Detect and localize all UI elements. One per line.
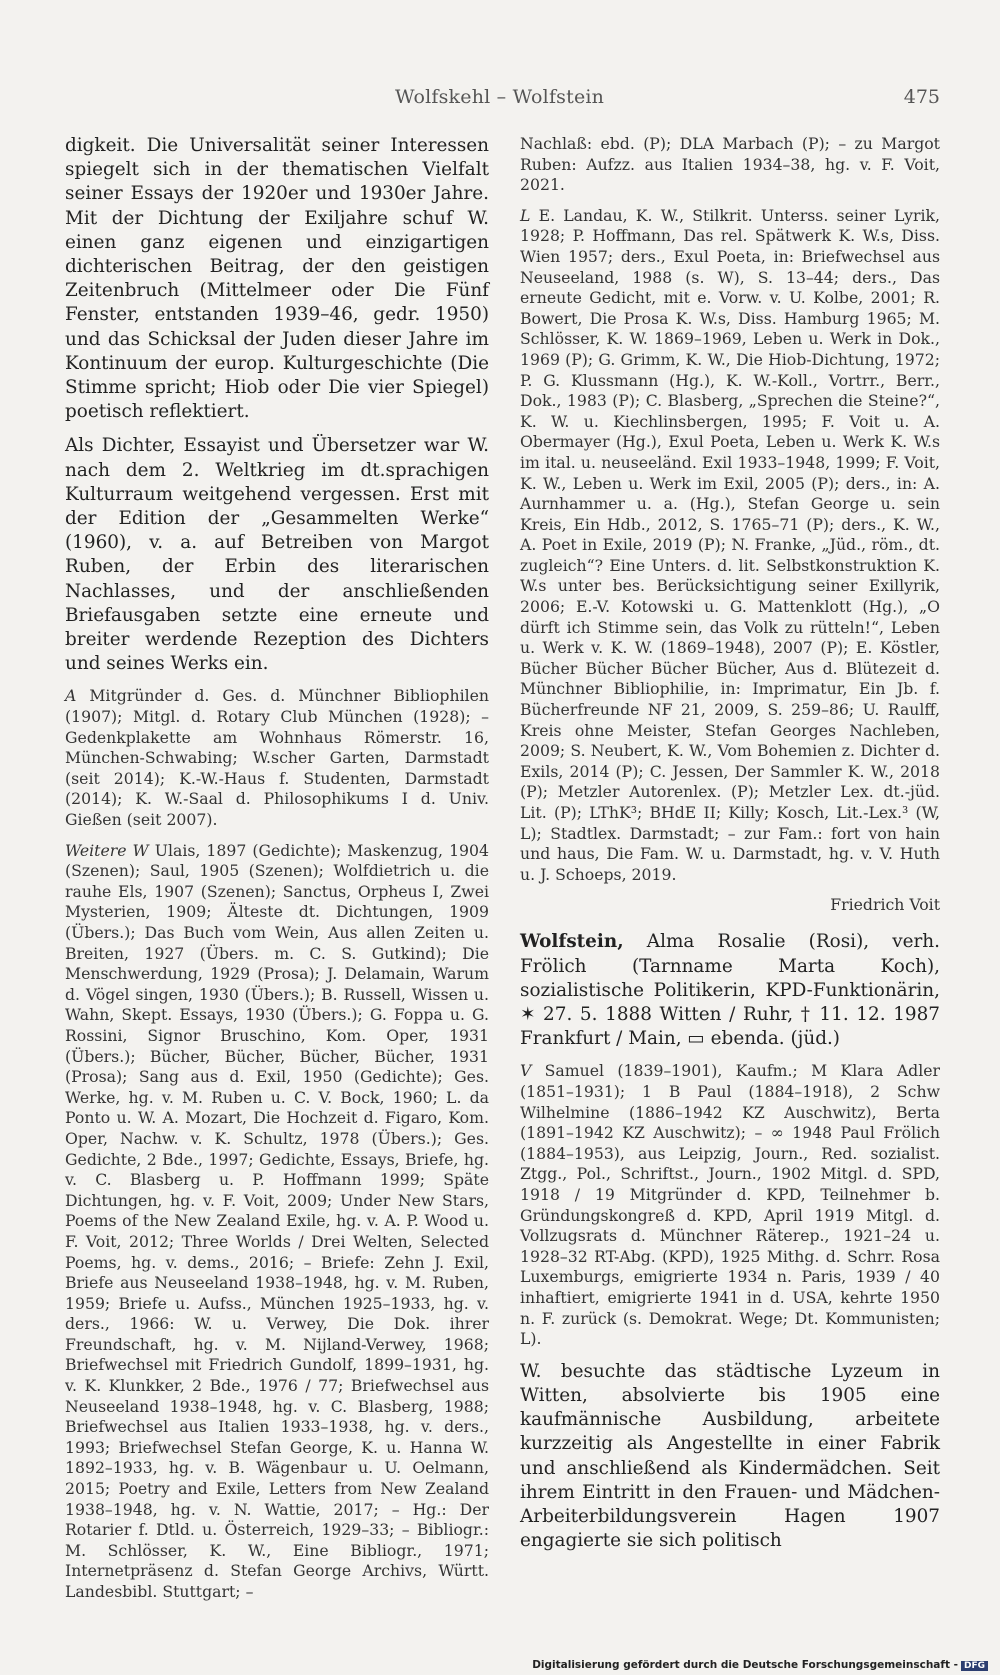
section-mark-works: Weitere W	[65, 840, 149, 860]
honors-section	[65, 686, 489, 830]
section-mark-v: V	[520, 1061, 532, 1081]
honors-text: Mitgründer d. Ges. d. Münchner Bibliophilen (1907); Mitgl. d. Rotary Club München (1928); – Gedenkplakette am Wohnhaus Römerstr. 16, München-Schwabing; W.scher Garten, Darmstadt (seit 2014); K.-W.-Haus f. Studenten, Darmstadt (2014); K. W.-Saal d. Philosophikums I d. Univ. Gießen (seit 2007).	[65, 686, 489, 830]
left-column	[65, 134, 489, 1613]
page-header	[0, 86, 1000, 116]
page-number: 475	[903, 86, 940, 108]
section-mark-a: A	[65, 686, 77, 706]
dfg-logo: DFG	[961, 1661, 988, 1671]
entry-name: Wolfstein,	[520, 931, 624, 953]
works-section	[65, 841, 489, 1603]
nachlass-section: Nachlaß: ebd. (P); DLA Marbach (P); – zu Margot Ruben: Aufzz. aus Italien 1934–38, hg. v. F. Voit, 2021.	[520, 134, 940, 195]
paragraph-reception: Als Dichter, Essayist und Übersetzer war W. nach dem 2. Weltkrieg im dt.sprachigen Kulturraum weitgehend vergessen. Erst mit der Edition der „Gesammelten Werke“ (1960), v. a. auf Betreiben von Margot Ruben, der Erbin des literarischen Nachlasses, und der anschließenden Briefausgaben setzte eine erneute und breiter werdende Rezeption des Dichters und seines Werks ein.	[65, 435, 489, 675]
paragraph-universality: digkeit. Die Universalität seiner Interessen spiegelt sich in der thematischen Vielfalt seiner Essays der 1920er und 1930er Jahre. Mit der Dichtung der Exiljahre schuf W. einen ganz eigenen und einzigartigen dichterischen Beitrag, der den geistigen Zeitenbruch (Mittelmeer oder Die Fünf Fenster, entstanden 1939–46, gedr. 1950) und das Schicksal der Juden dieser Jahre im Kontinuum der europ. Kulturgeschichte (Die Stimme spricht; Hiob oder Die vier Spiegel) poetisch reflektiert.	[65, 135, 489, 423]
literature-text: E. Landau, K. W., Stilkrit. Unterss. seiner Lyrik, 1928; P. Hoffmann, Das rel. Spätwerk K. W.s, Diss. Wien 1957; ders., Exul Poeta, in: Briefwechsel aus Neuseeland, 1988 (s. W), S. 13–44; ders., Das erneute Gedicht, mit e. Vorw. v. U. Kolbe, 2001; R. Bowert, Die Prosa K. W.s, Diss. Hamburg 1965; M. Schlösser, K. W. 1869–1969, Leben u. Werk in Dok., 1969 (P); G. Grimm, K. W., Die Hiob-Dichtung, 1972; P. G. Klussmann (Hg.), K. W.-Koll., Vortrr., Berr., Dok., 1983 (P); C. Blasberg, „Sprechen die Steine?“, K. W. u. Kiechlinsbergen, 1995; F. Voit u. A. Obermayer (Hg.), Exul Poeta, Leben u. Werk K. W.s im ital. u. neuseeländ. Exil 1933–1948, 1999; F. Voit, K. W., Leben u. Werk im Exil, 2005 (P); ders., in: A. Aurnhammer u. a. (Hg.), Stefan George u. sein Kreis, Ein Hdb., 2012, S. 1765–71 (P); ders., K. W., A. Poet in Exile, 2019 (P); N. Franke, „Jüd., röm., dt. zugleich“? Eine Unters. d. lit. Selbstkonstruktion K. W.s unter bes. Berücksichtigung seiner Exillyrik, 2006; E.-V. Kotowski u. G. Mattenklott (Hg.), „O dürft ich Stimme sein, das Volk zu rütteln!“, Leben u. Werk v. K. W. (1869–1948), 2007 (P); E. Köstler, Bücher Bücher Bücher Bücher, Aus d. Blütezeit d. Münchner Bibliophilie, in: Imprimatur, Ein Jb. f. Bücherfreunde NF 21, 2009, S. 259–86; U. Raulff, Kreis ohne Meister, Stefan Georges Nachleben, 2009; S. Neubert, K. W., Vom Bohemien z. Dichter d. Exils, 2014 (P); C. Jessen, Der Sammler K. W., 2018 (P); Metzler Autorenlex. (P); Metzler Lex. dt.-jüd. Lit. (P); LThK³; BHdE II; Killy; Kosch, Lit.-Lex.³ (W, L); Stadtlex. Darmstadt; – zur Fam.: fort von hain und haus, Die Fam. W. u. Darmstadt, hg. v. V. Huth u. J. Schoeps, 2019.	[520, 205, 940, 884]
footer-text: Digitalisierung gefördert durch die Deutsche Forschungsgemeinschaft -	[532, 1659, 958, 1671]
paragraph-biography: W. besuchte das städtische Lyzeum in Witten, absolvierte bis 1905 eine kaufmännische Ausbildung, arbeitete kurzzeitig als Angestellte in einer Fabrik und anschließend als Kindermädchen. Seit ihrem Eintritt in den Frauen- und Mädchen-Arbeiterbildungsverein Hagen 1907 engagierte sie sich politisch	[520, 1360, 940, 1552]
family-text: Samuel (1839–1901), Kaufm.; M Klara Adler (1851–1931); 1 B Paul (1884–1918), 2 Schw Wilhelmine (1886–1942 KZ Auschwitz), Berta (1891–1942 KZ Auschwitz); – ∞ 1948 Paul Frölich (1884–1953), aus Leipzig, Journ., Red. sozialist. Ztgg., Pol., Schriftst., Journ., 1902 Mitgl. d. SPD, 1918 / 19 Mitgründer d. KPD, Teilnehmer b. Gründungskongreß d. KPD, April 1919 Mitgl. d. Vollzugsrats d. Münchner Räterep., 1921–24 u. 1928–32 RT-Abg. (KPD), 1925 Mithg. d. Schrr. Rosa Luxemburgs, emigrierte 1934 n. Paris, 1939 / 40 inhaftiert, emigrierte 1941 in d. USA, kehrte 1950 n. F. zurück (s. Demokrat. Wege; Dt. Kommunisten; L).	[520, 1061, 940, 1349]
article-author: Friedrich Voit	[830, 895, 940, 915]
section-mark-l: L	[520, 205, 531, 225]
digitization-footer	[532, 1659, 988, 1671]
right-column	[520, 134, 940, 1563]
works-text: Ulais, 1897 (Gedichte); Maskenzug, 1904 (Szenen); Saul, 1905 (Szenen); Wolfdietrich u. die rauhe Els, 1907 (Szenen); Sanctus, Orpheus I, Zwei Mysterien, 1909; Älteste dt. Dichtungen, 1909 (Übers.); Das Buch vom Wein, Aus allen Zeiten u. Breiten, 1927 (Übers. m. C. S. Gutkind); Die Menschwerdung, 1929 (Prosa); J. Delamain, Warum d. Vögel singen, 1930 (Übers.); B. Russell, Wissen u. Wahn, Skept. Essays, 1930 (Übers.); G. Foppa u. G. Rossini, Signor Bruschino, Kom. Oper, 1931 (Übers.); Bücher, Bücher, Bücher, Bücher, 1931 (Prosa); Sang aus d. Exil, 1950 (Gedichte); Ges. Werke, hg. v. M. Ruben u. C. V. Bock, 1960; L. da Ponto u. W. A. Mozart, Die Hochzeit d. Figaro, Kom. Oper, Nachw. v. K. Schultz, 1978 (Übers.); Ges. Gedichte, 2 Bde., 1997; Gedichte, Essays, Briefe, hg. v. C. Blasberg u. P. Hoffmann 1999; Späte Dichtungen, hg. v. F. Voit, 2009; Under New Stars, Poems of the New Zealand Exile, hg. v. A. P. Wood u. F. Voit, 2012; Three Worlds / Drei Welten, Selected Poems, hg. v. dems., 2016; – Briefe: Zehn J. Exil, Briefe aus Neuseeland 1938–1948, hg. v. M. Ruben, 1959; Briefe u. Aufss., München 1925–1933, hg. v. ders., 1966: W. u. Verwey, Die Dok. ihrer Freundschaft, hg. v. M. Nijland-Verwey, 1968; Briefwechsel mit Friedrich Gundolf, 1899–1931, hg. v. K. Klunkker, 2 Bde., 1976 / 77; Briefwechsel aus Neuseeland 1938–1948, hg. v. C. Blasberg, 1988; Briefwechsel aus Italien 1933–1938, hg. v. ders., 1993; Briefwechsel Stefan George, K. u. Hanna W. 1892–1933, hg. v. B. Wägenbaur u. U. Oelmann, 2015; Poetry and Exile, Letters from New Zealand 1938–1948, hg. v. N. Wattie, 2017; – Hg.: Der Rotarier f. Dtld. u. Österreich, 1929–33; – Bibliogr.: M. Schlösser, K. W., Eine Bibliogr., 1971; Internetpräsenz d. Stefan George Archivs, Württ. Landesbibl. Stuttgart; –	[65, 840, 489, 1601]
running-title: Wolfskehl – Wolfstein	[395, 86, 605, 108]
literature-section	[520, 206, 940, 886]
entry-details: Alma Rosalie (Rosi), verh. Frölich (Tarnname Marta Koch), sozialistische Politikerin, KPD-Funktionärin, ✶ 27. 5. 1888 Witten / Ruhr, † 11. 12. 1987 Frankfurt / Main, ▭ ebenda. (jüd.)	[520, 931, 940, 1050]
entry-heading-wolfstein	[520, 930, 940, 1051]
family-section	[520, 1061, 940, 1349]
